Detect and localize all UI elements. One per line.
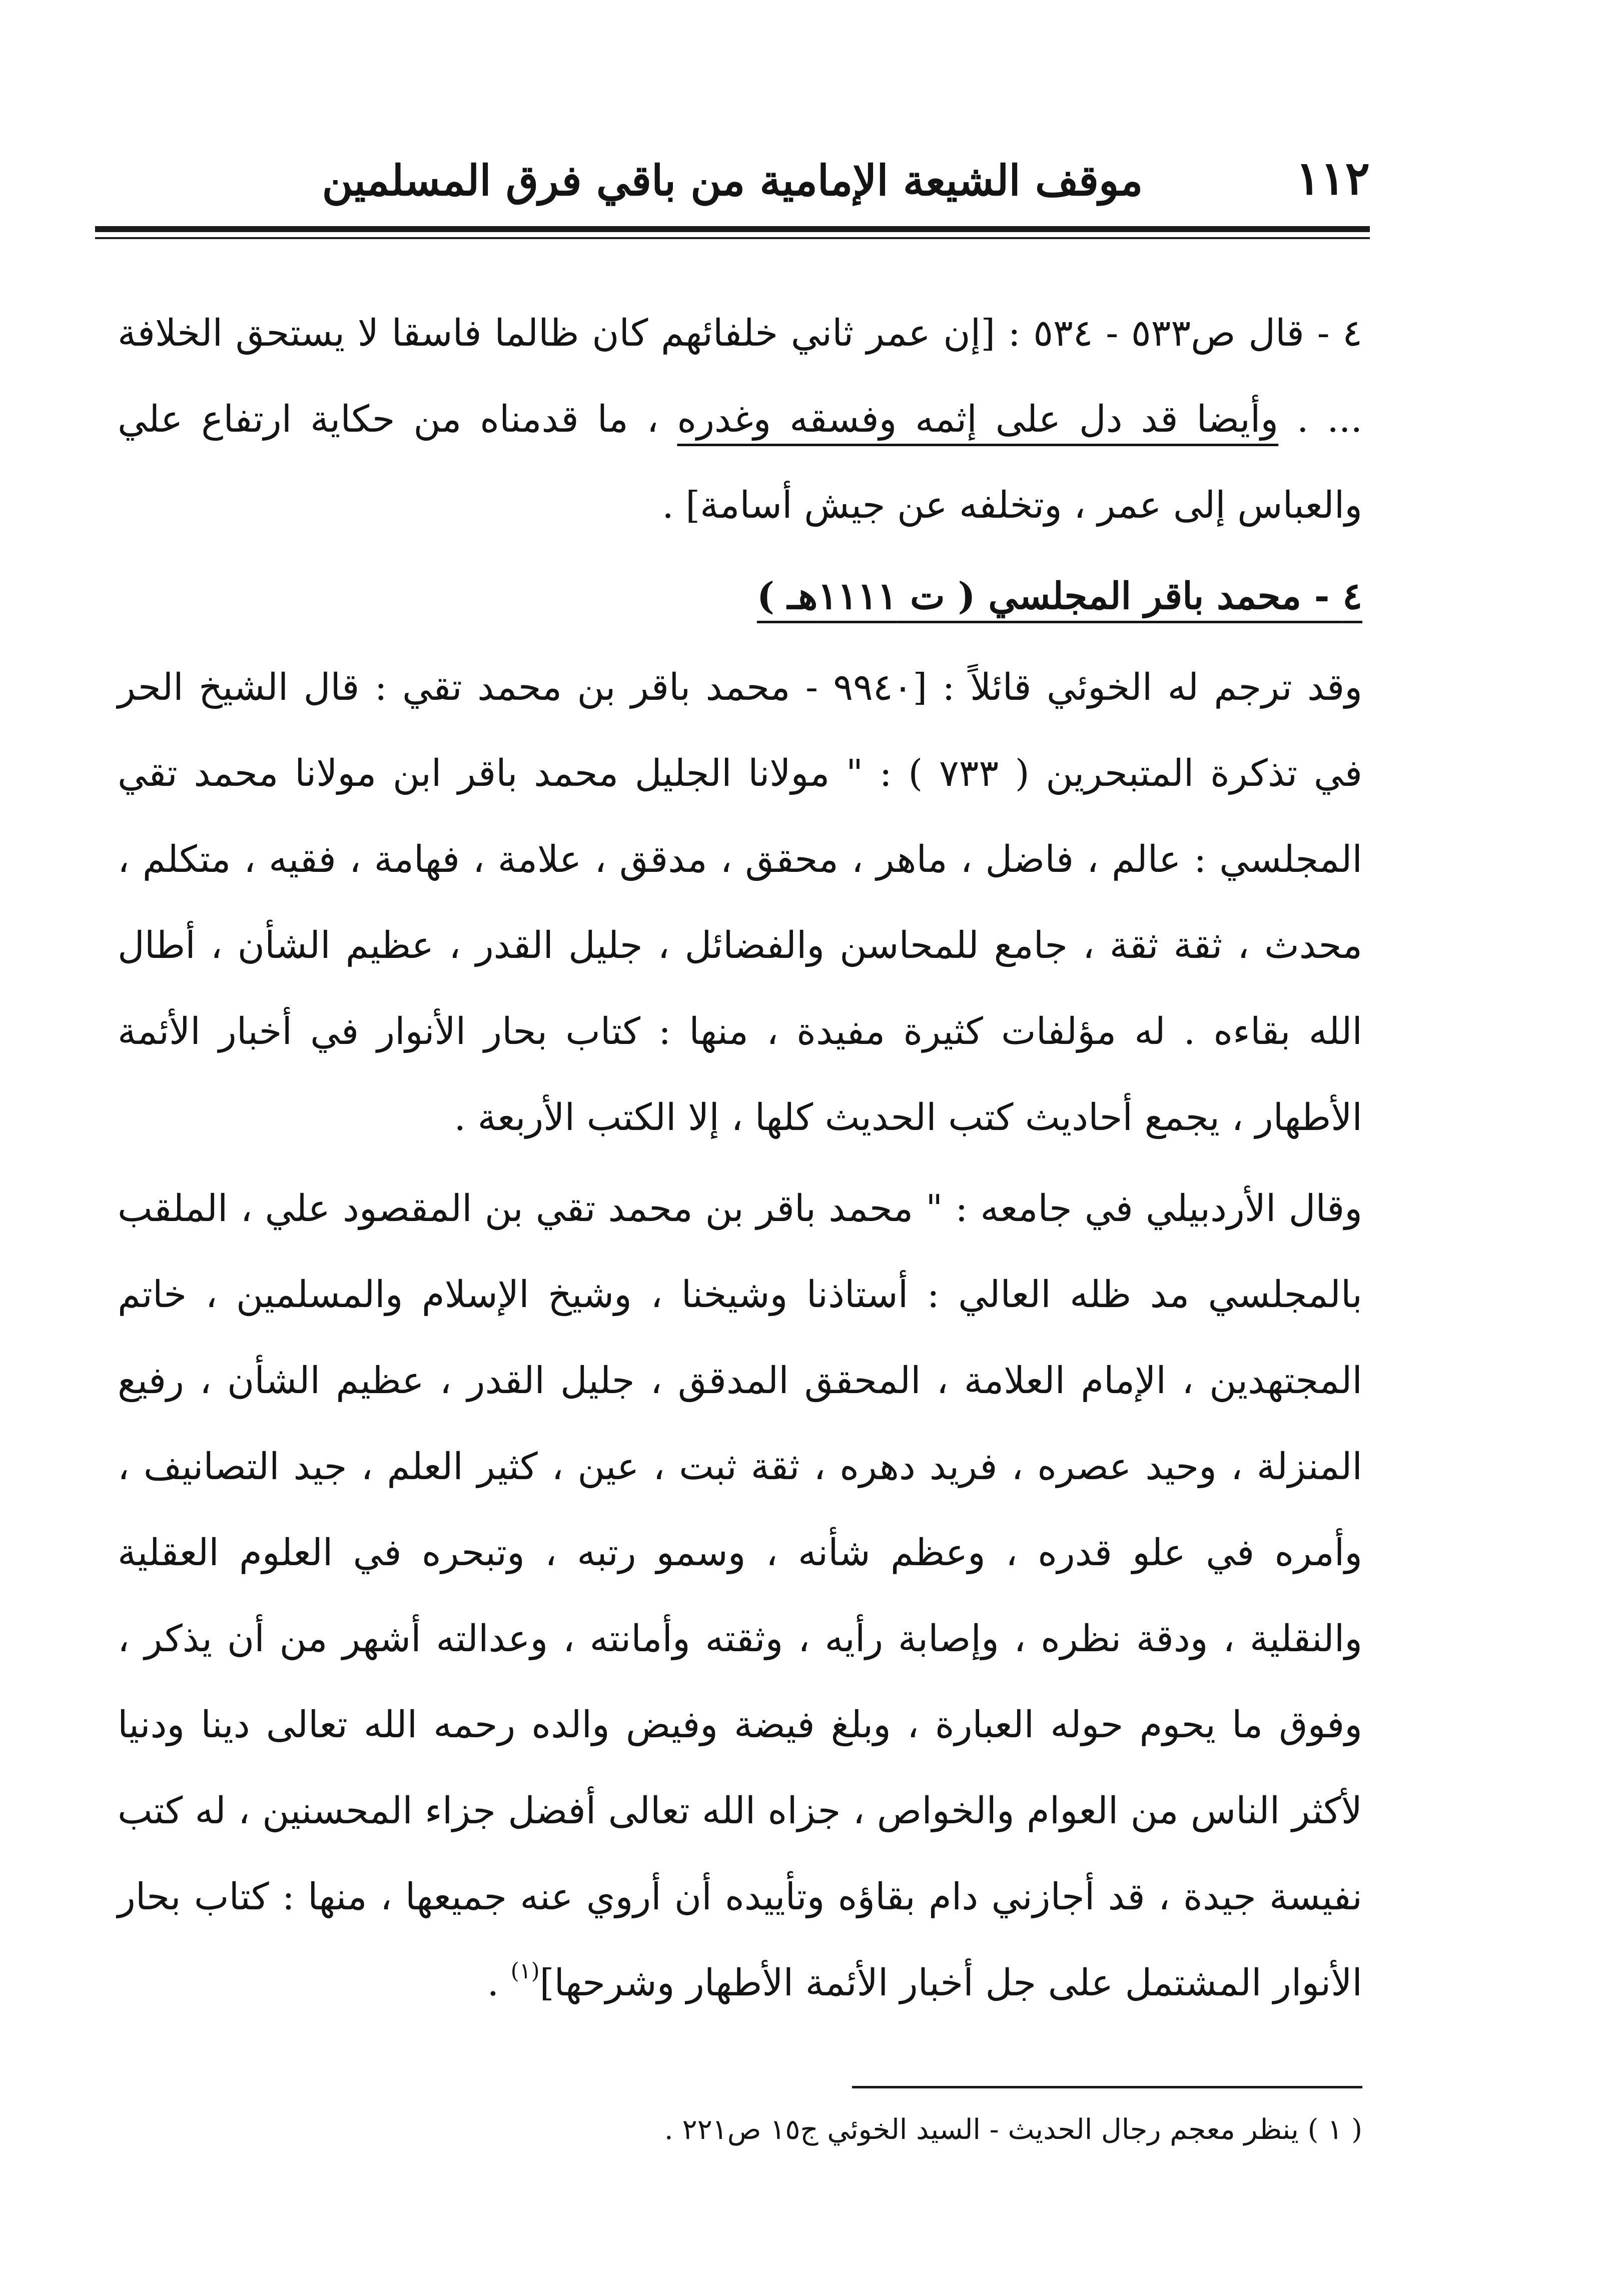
- quote-opening-line: ٤ - قال ص٥٣٣ - ٥٣٤ : [إن عمر ثاني خلفائهم كان ظالما فاسقا لا يستحق الخلافة ... .: [118, 312, 1362, 441]
- section-heading-text: ٤ - محمد باقر المجلسي ( ت ١١١١هـ ): [756, 575, 1362, 618]
- underlined-phrase: وأيضا قد دل على إثمه وفسقه وغدره: [677, 398, 1279, 441]
- running-head-title: موقف الشيعة الإمامية من باقي فرق المسلمين: [322, 156, 1143, 205]
- paragraph-khoei-biography: وقد ترجم له الخوئي قائلاً : [٩٩٤٠ - محمد باقر بن محمد تقي : قال الشيخ الحر في تذكرة المتبحرين ( ٧٣٣ ) : " مولانا الجليل محمد باقر ابن مولانا محمد تقي المجلسي : عالم ، فاضل ، ماهر ، محقق ، مدقق ، علامة ، فهامة ، فقيه ، متكلم ، محدث ، ثقة ثقة ، جامع للمحاسن والفضائل ، جليل القدر ، عظيم الشأن ، أطال الله بقاءه . له مؤلفات كثيرة مفيدة ، منها : كتاب بحار الأنوار في أخبار الأئمة الأطهار ، يجمع أحاديث كتب الحديث كلها ، إلا الكتب الأربعة .: [118, 666, 1362, 1139]
- section-heading: [118, 553, 1362, 639]
- header-rule-thin: [95, 237, 1370, 239]
- footnote-1: ( ١ ) ينظر معجم رجال الحديث - السيد الخوئي ج١٥ ص٢٢١ .: [664, 2113, 1362, 2146]
- ardabili-quote-end: .: [487, 1961, 511, 2004]
- header-rule-thick: [95, 226, 1370, 232]
- footnote-reference[interactable]: (١): [510, 1958, 540, 1984]
- quote-continuation: ، ما قدمناه من حكاية ارتفاع علي والعباس إلى عمر ، وتخلفه عن جيش أسامة] .: [118, 398, 1362, 527]
- paragraph-ardabili-quote: [118, 1166, 1362, 2026]
- footnote-separator: [852, 2086, 1362, 2088]
- body-text: [118, 290, 1362, 2026]
- ardabili-quote-text: وقال الأردبيلي في جامعه : " محمد باقر بن محمد تقي بن المقصود علي ، الملقب بالمجلسي مد ظله العالي : أستاذنا وشيخنا ، وشيخ الإسلام والمسلمين ، خاتم المجتهدين ، الإمام العلامة ، المحقق المدقق ، جليل القدر ، عظيم الشأن ، رفيع المنزلة ، وحيد عصره ، فريد دهره ، ثقة ثبت ، عين ، كثير العلم ، جيد التصانيف ، وأمره في علو قدره ، وعظم شأنه ، وسمو رتبه ، وتبحره في العلوم العقلية والنقلية ، ودقة نظره ، وإصابة رأيه ، وثقته وأمانته ، وعدالته أشهر من أن يذكر ، وفوق ما يحوم حوله العبارة ، وبلغ فيضة وفيض والده رحمه الله تعالى دينا ودنيا لأكثر الناس من العوام والخواص ، جزاه الله تعالى أفضل جزاء المحسنين ، له كتب نفيسة جيدة ، قد أجازني دام بقاؤه وتأييده أن أروي عنه جميعها ، منها : كتاب بحار الأنوار المشتمل على جل أخبار الأئمة الأطهار وشرحها]: [118, 1187, 1362, 2004]
- paragraph-quote-umar: [118, 290, 1362, 548]
- page-number: ١١٢: [1295, 151, 1370, 205]
